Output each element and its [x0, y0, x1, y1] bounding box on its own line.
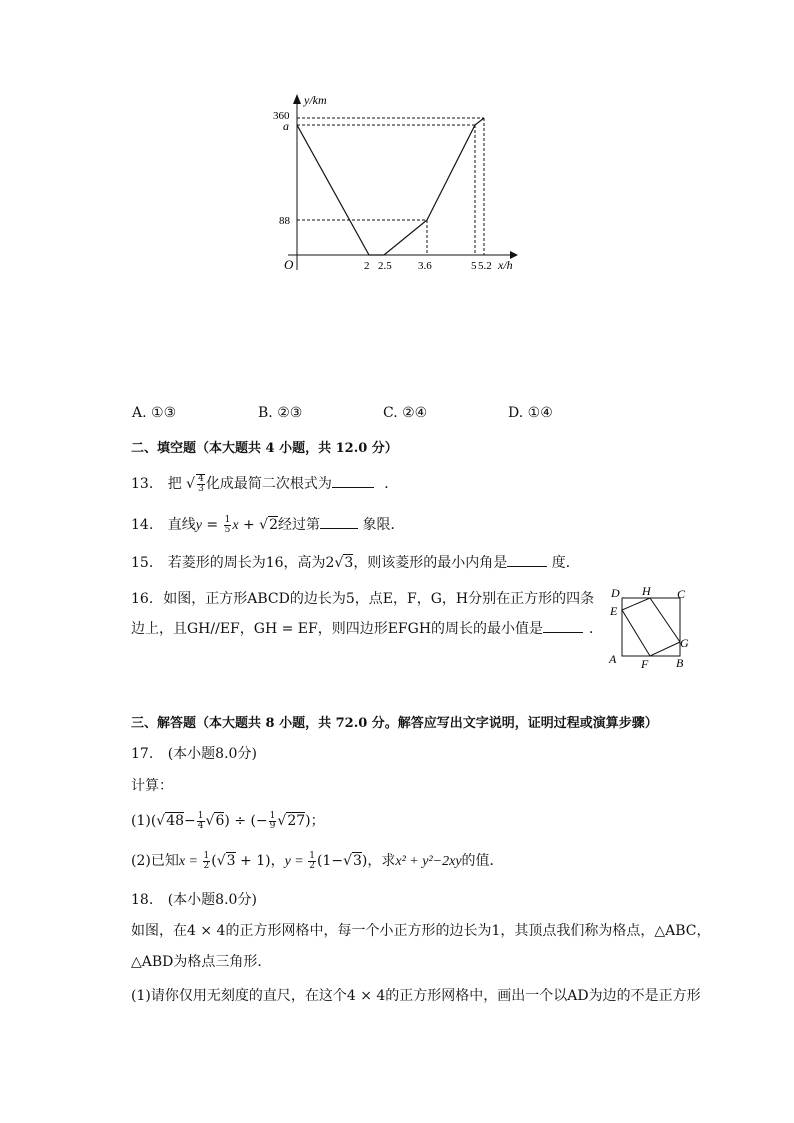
q17-number: 17.: [131, 746, 154, 762]
q13-sqrt-frac: √ $\frac{4}{3}$: [186, 474, 204, 494]
q18-line3: (1)请你仅用无刻度的直尺，在这个4 × 4的正方形网格中，画出一个以AD为边的不是正方形: [131, 988, 701, 1004]
q13-pre: 把: [167, 476, 182, 492]
q17-score: (本小题8.0分): [167, 746, 257, 762]
q14-pre: 直线: [167, 517, 196, 533]
q18-line2: △ABD为格点三角形．: [131, 954, 272, 970]
section3-title: 三、解答题（本大题共 8 小题，共 72.0 分。解答应写出文字说明，证明过程或演算步骤）: [131, 716, 658, 731]
option-c-value: ②④: [402, 405, 428, 421]
svg-text:C: C: [677, 587, 686, 601]
option-b-value: ②③: [277, 405, 303, 421]
option-a-value: ①③: [151, 405, 177, 421]
question-17-header: [131, 743, 257, 763]
origin-label: O: [284, 257, 294, 272]
square-figure: [606, 584, 696, 670]
question-14: 14. 直线y = $\frac{1}{5}$ x + √2经过第 象限．: [131, 514, 405, 535]
x-tick-2: 2: [364, 260, 370, 272]
option-b[interactable]: [258, 405, 302, 421]
option-a[interactable]: [132, 405, 176, 421]
svg-text:F: F: [641, 657, 649, 670]
q15-answer-blank[interactable]: [507, 552, 547, 567]
option-c[interactable]: [383, 405, 427, 421]
y-tick-360: 360: [273, 110, 290, 122]
y-axis-label: y/km: [304, 93, 327, 107]
q18-number: 18.: [131, 892, 154, 908]
q18-score: (本小题8.0分): [167, 892, 257, 908]
y-axis-arrow: [293, 94, 301, 104]
svg-text:A: A: [609, 652, 617, 666]
q18-line1: 如图，在4 × 4的正方形网格中，每一个小正方形的边长为1，其顶点我们称为格点，△ABC，: [131, 923, 711, 939]
question-15: 15. 若菱形的周长为16，高为2√3，则该菱形的最小内角是 度．: [131, 552, 580, 572]
q17-part1: (1)(√48− $\frac{1}{4}$ √6) ÷ (− $\frac{1}{9}$ √27)；: [131, 810, 325, 831]
question-13: [131, 473, 398, 494]
x-tick-5: 5: [471, 260, 477, 272]
option-a-letter: A.: [132, 405, 147, 421]
q16-line2: 边上，且GH//EF，GH = EF，则四边形EFGH的周长的最小值是: [131, 621, 544, 637]
graph-line-1: [297, 125, 384, 255]
x-tick-2.5: 2.5: [378, 260, 392, 272]
svg-text:H: H: [642, 584, 651, 598]
q17-intro: 计算：: [131, 778, 173, 794]
option-c-letter: C.: [383, 405, 398, 421]
q14-end: 象限．: [362, 517, 405, 533]
q13-post: 化成最简二次根式为: [205, 476, 332, 492]
option-b-letter: B.: [258, 405, 273, 421]
q15-number: 15.: [131, 555, 154, 571]
x-tick-3.6: 3.6: [418, 260, 432, 272]
graph-line-2: [384, 118, 484, 255]
q13-answer-blank[interactable]: [332, 473, 374, 488]
distance-time-graph: [270, 88, 530, 278]
q13-end: ．: [384, 476, 399, 492]
y-tick-88: 88: [279, 215, 290, 227]
svg-text:D: D: [611, 586, 620, 600]
section2-title: 二、填空题（本大题共 4 小题，共 12.0 分）: [131, 441, 398, 456]
x-axis-label: x/h: [498, 258, 513, 272]
q16-line1: 如图，正方形ABCD的边长为5，点E，F，G，H分别在正方形的四条: [163, 591, 595, 607]
q14-number: 14.: [131, 517, 154, 533]
x-tick-5.2: 5.2: [478, 260, 492, 272]
option-d-value: ①④: [527, 405, 553, 421]
y-tick-a: a: [283, 119, 289, 133]
q17-part2: (2)已知x = $\frac{1}{2}$ (√3 + 1)，y = $\frac{1}{2}$ (1−√3)，求x² + y²−2xy的值．: [131, 850, 504, 871]
svg-text:B: B: [676, 656, 684, 670]
option-d[interactable]: [508, 405, 553, 421]
option-d-letter: D.: [508, 405, 524, 421]
svg-text:G: G: [680, 636, 689, 650]
question-18-header: [131, 889, 257, 909]
q14-answer-blank[interactable]: [320, 514, 358, 529]
q16-answer-blank[interactable]: [543, 618, 583, 633]
question-16: 16. 如图，正方形ABCD的边长为5，点E，F，G，H分别在正方形的四条 边上，且GH//EF，GH = EF，则四边形EFGH的周长的最小值是 ．: [131, 591, 604, 637]
q13-number: 13.: [131, 476, 154, 492]
svg-text:E: E: [610, 604, 618, 618]
q16-number: 16.: [131, 591, 154, 607]
